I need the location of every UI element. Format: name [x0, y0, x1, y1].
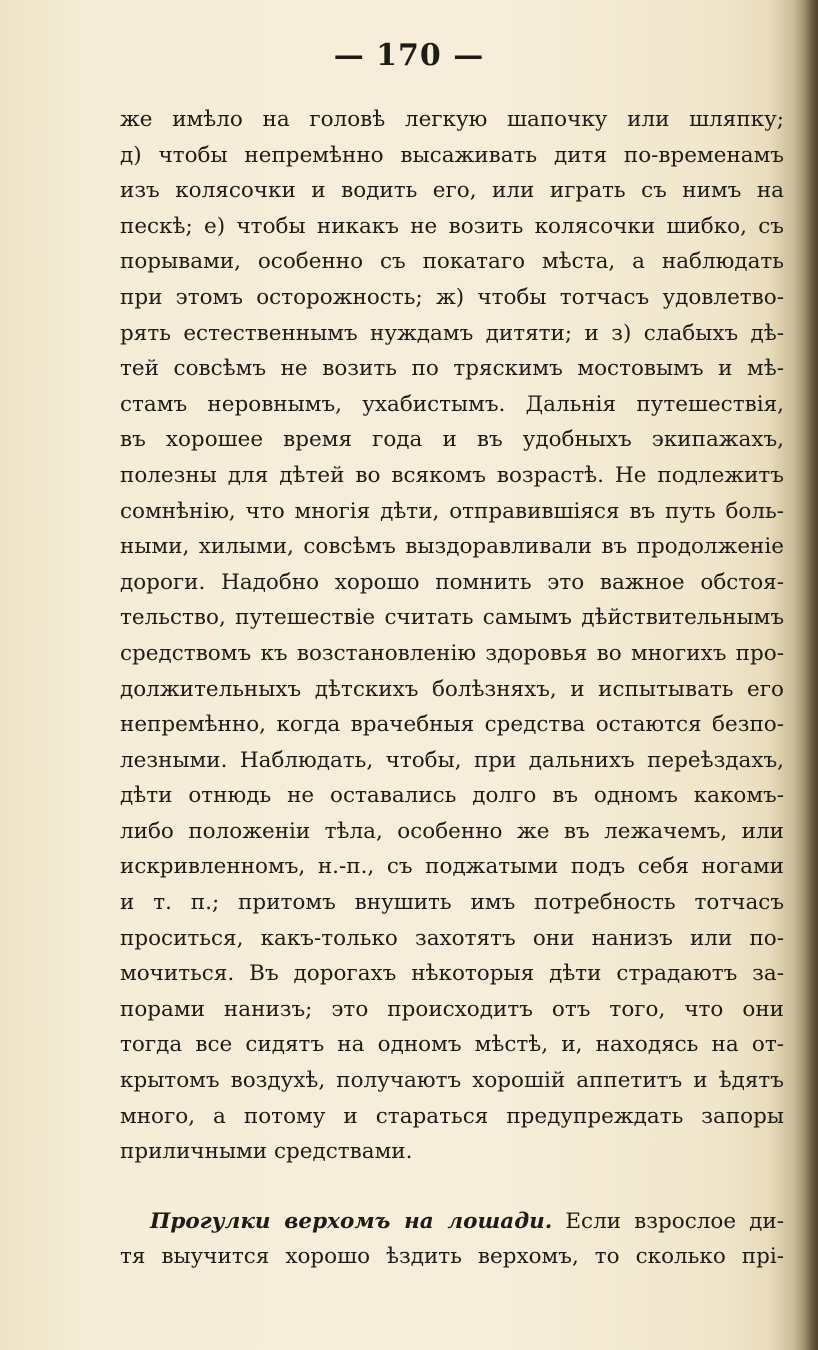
text-line: полезны для дѣтей во всякомъ возрастѣ. Не подлежитъ — [120, 462, 784, 488]
text-line: д) чтобы непремѣнно высаживать дитя по-временамъ — [120, 142, 784, 168]
text-line: тельство, путешествіе считать самымъ дѣйствительнымъ — [120, 605, 784, 631]
text-line: приличными средствами. — [120, 1139, 413, 1165]
text-line: проситься, какъ-только захотятъ они нанизъ или по- — [120, 925, 784, 951]
text-line: искривленномъ, н.-п., съ поджатыми подъ себя ногами — [120, 854, 784, 880]
text-line: тогда все сидятъ на одномъ мѣстѣ, и, находясь на от- — [120, 1032, 784, 1058]
text-line: тей совсѣмъ не возить по тряскимъ мостовымъ и мѣ- — [120, 356, 784, 382]
page-number: — 170 — — [333, 38, 485, 73]
text-line: крытомъ воздухѣ, получаютъ хорошій аппетитъ и ѣдятъ — [120, 1068, 784, 1094]
text-line: сомнѣнію, что многія дѣти, отправившіяся въ путь боль- — [120, 498, 784, 524]
text-line: и т. п.; притомъ внушить имъ потребность тотчасъ — [120, 890, 784, 916]
text-line: лезными. Наблюдать, чтобы, при дальнихъ переѣздахъ, — [120, 747, 784, 773]
text-line: порами нанизъ; это происходитъ отъ того, что они — [120, 996, 784, 1022]
section-heading: Прогулки верхомъ на лошади. — [150, 1208, 553, 1234]
text-line: рять естественнымъ нуждамъ дитяти; и з) слабыхъ дѣ- — [120, 320, 784, 346]
text-line: ными, хилыми, совсѣмъ выздоравливали въ продолженіе — [120, 534, 784, 560]
text-line: въ хорошее время года и въ удобныхъ экипажахъ, — [120, 427, 784, 453]
text-line: дѣти отнюдь не оставались долго въ одномъ какомъ- — [120, 783, 784, 809]
text-line: мочиться. Въ дорогахъ нѣкоторыя дѣти страдаютъ за- — [120, 961, 784, 987]
text-line: дороги. Надобно хорошо помнить это важное обстоя- — [120, 569, 784, 595]
text-line: должительныхъ дѣтскихъ болѣзняхъ, и испытывать его — [120, 676, 784, 702]
text-line: средствомъ къ возстановленію здоровья во многихъ про- — [120, 640, 784, 666]
text-line: тя выучится хорошо ѣздить верхомъ, то сколько прі- — [120, 1244, 784, 1270]
text-line: же имѣло на головѣ легкую шапочку или шляпку; — [120, 107, 784, 132]
text-line: стамъ неровнымъ, ухабистымъ. Дальнія путешествія, — [120, 391, 784, 417]
text-line: пескѣ; е) чтобы никакъ не возить колясочки шибко, съ — [120, 213, 784, 239]
text-line: изъ колясочки и водить его, или играть съ нимъ на — [120, 178, 784, 204]
text-line: порывами, особенно съ покатаго мѣста, а наблюдать — [120, 249, 784, 275]
text-line: много, а потому и стараться предупреждать запоры — [120, 1103, 784, 1129]
text-line: при этомъ осторожность; ж) чтобы тотчасъ удовлетво- — [120, 284, 784, 310]
paragraph-gap — [120, 1170, 784, 1204]
page-body — [120, 102, 784, 1275]
text-line — [120, 1204, 784, 1240]
text-line: непремѣнно, когда врачебныя средства остаются безпо- — [120, 712, 784, 738]
text-line: либо положеніи тѣла, особенно же въ лежачемъ, или — [120, 818, 784, 844]
text-fragment: Если взрослое ди- — [565, 1208, 784, 1234]
